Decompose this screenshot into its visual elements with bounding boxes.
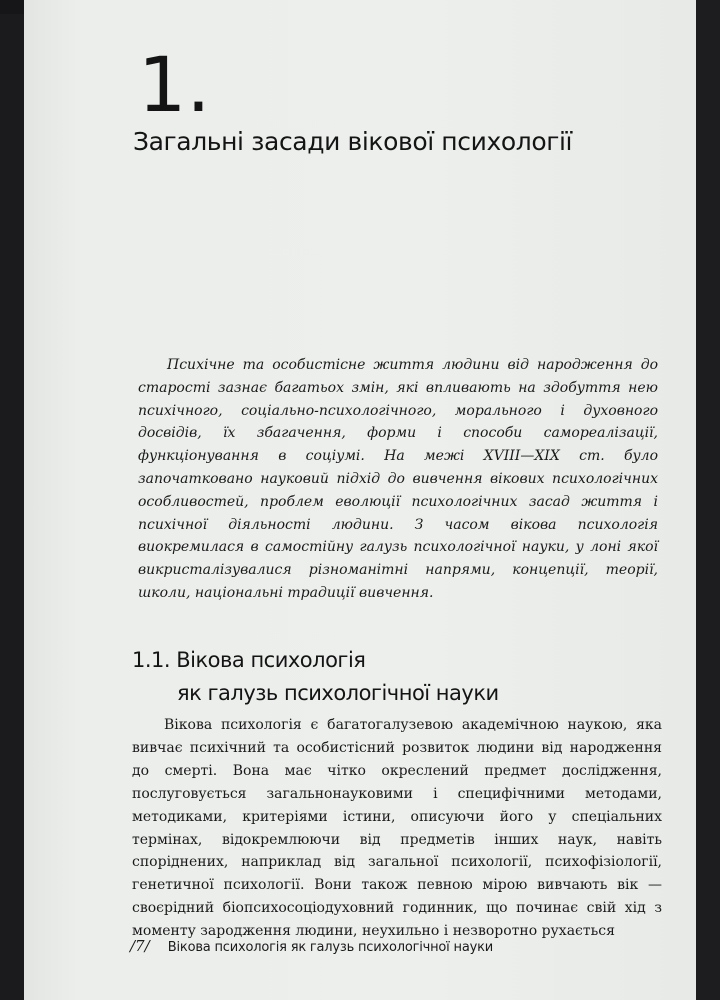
page-footer xyxy=(130,937,493,957)
section-body-paragraph: Вікова психологія є багатогалузевою академічною наукою, яка вивчає психічний та особистісний розвиток людини від народження до смерті. Вона має чітко окреслений предмет дослідження, послуговується загальнонауковими і специфічними методами, методиками, критеріями істини, описуючи його у спеціальних термінах, відокремлюючи від предметів інших наук, навіть споріднених, наприклад від загальної психології, психофізіології, генетичної психології. Вони також певною мірою вивчають вік — своєрідний біопсихосоціодуховний годинник, що починає свій хід з моменту зародження людини, неухильно і незворотно рухається xyxy=(132,717,662,940)
scan-right-edge xyxy=(696,0,720,1000)
section-heading-line-1: 1.1. Вікова психологія xyxy=(132,648,366,672)
intro-paragraph: Психічне та особистісне життя людини від народження до старості зазнає багатьох змін, які впливають на здобуття нею психічного, соціально-психологічного, морального і духовного досвідів, їх збагачення, форми і способи самореалізації, функціонування в соціумі. На межі XVIII—XIX ст. було започатковано науковий підхід до вивчення вікових психологічних особливостей, проблем еволюції психологічних засад життя і психічної діяльності людини. З часом вікова психологія виокремилася в самостійну галузь психологічної науки, у лоні якої викристалізувалися різноманітні напрями, концепції, теорії, школи, національні традиції вивчення. xyxy=(138,357,658,601)
running-title: Вікова психологія як галузь психологічної науки xyxy=(167,940,493,955)
chapter-number: 1. xyxy=(138,40,211,129)
page-number: /7/ xyxy=(130,937,150,955)
section-heading xyxy=(132,644,499,710)
section-heading-line-2: як галузь психологічної науки xyxy=(177,681,499,705)
book-page xyxy=(24,0,696,1000)
chapter-title: Загальні засади вікової психології xyxy=(133,127,573,156)
